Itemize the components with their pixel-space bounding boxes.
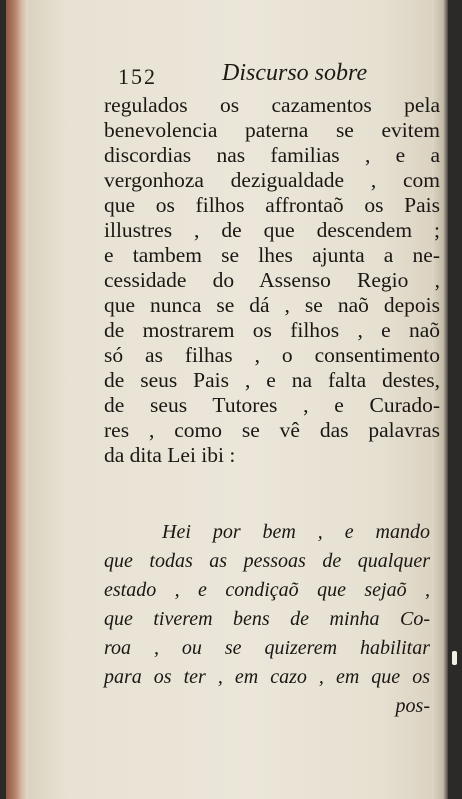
page-gutter — [6, 0, 28, 799]
catchword: pos- — [395, 695, 430, 717]
text-line-last: da dita Lei ibi : — [104, 443, 236, 467]
text-line: de seus Pais , e na falta destes, — [104, 368, 440, 392]
paper-blemish — [452, 651, 457, 665]
quote-line: que todas as pessoas de qualquer — [104, 550, 430, 572]
text-line: que os filhos affrontaõ os Pais — [104, 193, 440, 217]
text-line: e tambem se lhes ajunta a ne- — [104, 243, 440, 267]
text-line: res , como se vê das palavras — [104, 418, 440, 442]
running-title: Discurso sobre — [222, 60, 368, 86]
body-text — [104, 93, 440, 468]
quoted-law-text — [104, 518, 430, 721]
text-line: regulados os cazamentos pela — [104, 93, 440, 117]
text-line: illustres , de que descendem ; — [104, 218, 440, 242]
text-line: só as filhas , o consentimento — [104, 343, 440, 367]
text-line: cessidade do Assenso Regio , — [104, 268, 440, 292]
text-line: vergonhoza dezigualdade , com — [104, 168, 440, 192]
quote-line: estado , e condiçaõ que sejaõ , — [104, 579, 430, 601]
text-line: de mostrarem os filhos , e naõ — [104, 318, 440, 342]
page-header — [118, 60, 418, 90]
text-line: benevolencia paterna se evitem — [104, 118, 440, 142]
page-number: 152 — [118, 64, 157, 89]
quote-line: que tiverem bens de minha Co- — [104, 608, 430, 630]
quote-line: roa , ou se quizerem habilitar — [104, 637, 430, 659]
text-line: de seus Tutores , e Curado- — [104, 393, 440, 417]
text-line: discordias nas familias , e a — [104, 143, 440, 167]
quote-line: para os ter , em cazo , em que os — [104, 666, 430, 688]
quote-line: Hei por bem , e mando — [162, 521, 430, 543]
text-line: que nunca se dá , se naõ depois — [104, 293, 440, 317]
